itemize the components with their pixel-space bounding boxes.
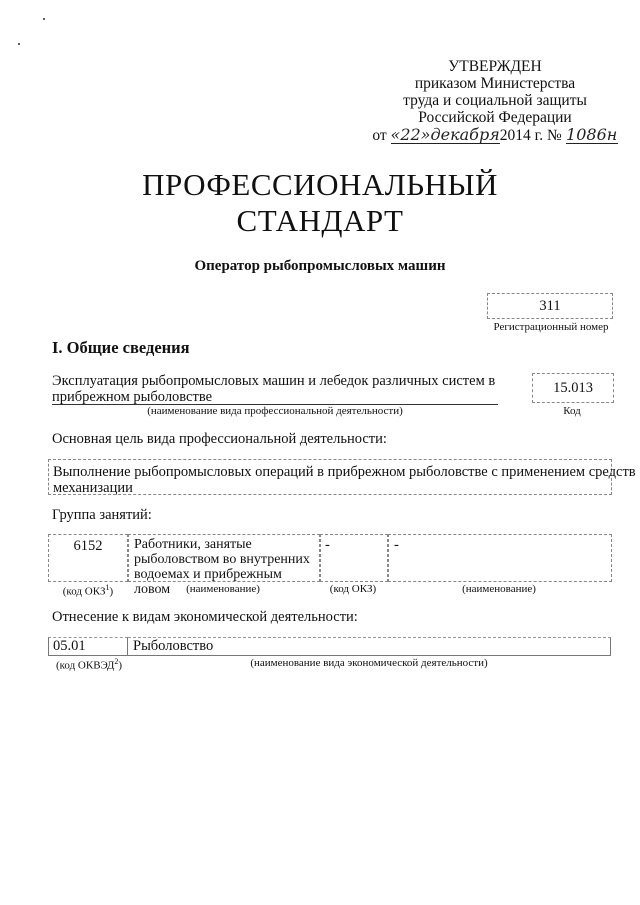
- econ-code-cell: [48, 637, 128, 656]
- caption-okved: (код ОКВЭД: [55, 659, 115, 672]
- econ-name-cell: [128, 637, 611, 656]
- group-code-1: 6152: [73, 538, 103, 554]
- caption-okz-1-end: ): [109, 585, 114, 598]
- approval-line-2: труда и социальной защиты: [403, 92, 587, 109]
- group-code-cell-1: [48, 534, 128, 582]
- econ-caption-code: [48, 657, 130, 672]
- title-line-1: ПРОФЕССИОНАЛЬНЫЙ: [142, 167, 498, 202]
- activity-line-1: Эксплуатация рыбопромысловых машин и лебедок различных систем в: [52, 373, 496, 389]
- group-caption-code-2: (код ОКЗ): [329, 583, 377, 595]
- group-caption-code-1: [48, 583, 128, 598]
- econ-name: Рыболовство: [133, 638, 214, 654]
- approval-block: [372, 58, 618, 144]
- registration-caption: Регистрационный номер: [493, 321, 609, 333]
- scan-speck: [43, 18, 45, 20]
- approval-month: декабря: [430, 125, 500, 144]
- group-caption-name-1: (наименование): [186, 583, 260, 595]
- activity-name: [52, 373, 502, 405]
- goal-line-1: Выполнение рыбопромысловых операций в прибрежном рыболовстве с применением средств: [53, 464, 636, 480]
- goal-line-2: механизации: [53, 480, 133, 496]
- approved-label: УТВЕРЖДЕН: [448, 58, 542, 75]
- econ-caption-name: (наименование вида экономической деятельности): [250, 657, 488, 669]
- group-label: Группа занятий:: [52, 507, 152, 523]
- approval-year: 2014 г. №: [499, 127, 562, 144]
- group-name-1-line-1: Работники, занятые: [134, 537, 252, 552]
- section-heading: I. Общие сведения: [52, 338, 190, 357]
- econ-code: 05.01: [53, 638, 86, 654]
- activity-code-box: [532, 373, 614, 403]
- standard-name: Оператор рыбопромысловых машин: [194, 258, 446, 274]
- group-name-1-line-3: водоемах и прибрежным ловом: [134, 567, 282, 597]
- group-name-2: -: [394, 537, 399, 553]
- approval-order-number: 1086н: [566, 125, 618, 144]
- goal-box: [48, 459, 636, 496]
- activity-caption: (наименование вида профессиональной деятельности): [147, 405, 403, 417]
- group-code-cell-2: [320, 534, 388, 582]
- goal-label: Основная цель вида профессиональной деятельности:: [52, 431, 387, 447]
- approval-line-1: приказом Министерства: [414, 75, 576, 92]
- footnote-ref-2[interactable]: 2: [114, 657, 119, 666]
- activity-code: 15.013: [553, 380, 593, 396]
- approval-day: «22»: [390, 125, 431, 144]
- scan-speck: [18, 43, 20, 45]
- title-line-2: СТАНДАРТ: [236, 203, 404, 238]
- registration-number-box: [487, 293, 613, 319]
- caption-okz-1: (код ОКЗ: [62, 585, 106, 598]
- caption-okved-end: ): [118, 659, 123, 672]
- registration-number: 311: [539, 298, 561, 314]
- group-name-1-line-2: рыболовством во внутренних: [134, 552, 310, 567]
- approval-from: от: [372, 127, 387, 144]
- approval-date-row: [372, 125, 618, 144]
- document-title: [0, 167, 640, 239]
- econ-table: [48, 637, 610, 655]
- group-caption-name-2: (наименование): [462, 583, 536, 595]
- footnote-ref-1[interactable]: 1: [105, 583, 110, 592]
- econ-label: Отнесение к видам экономической деятельности:: [52, 609, 358, 625]
- approval-line-3: Российской Федерации: [418, 109, 572, 126]
- group-code-2: -: [325, 537, 330, 553]
- activity-line-2: прибрежном рыболовстве: [52, 389, 213, 405]
- activity-code-caption: Код: [563, 405, 581, 417]
- group-name-cell-2: [388, 534, 612, 582]
